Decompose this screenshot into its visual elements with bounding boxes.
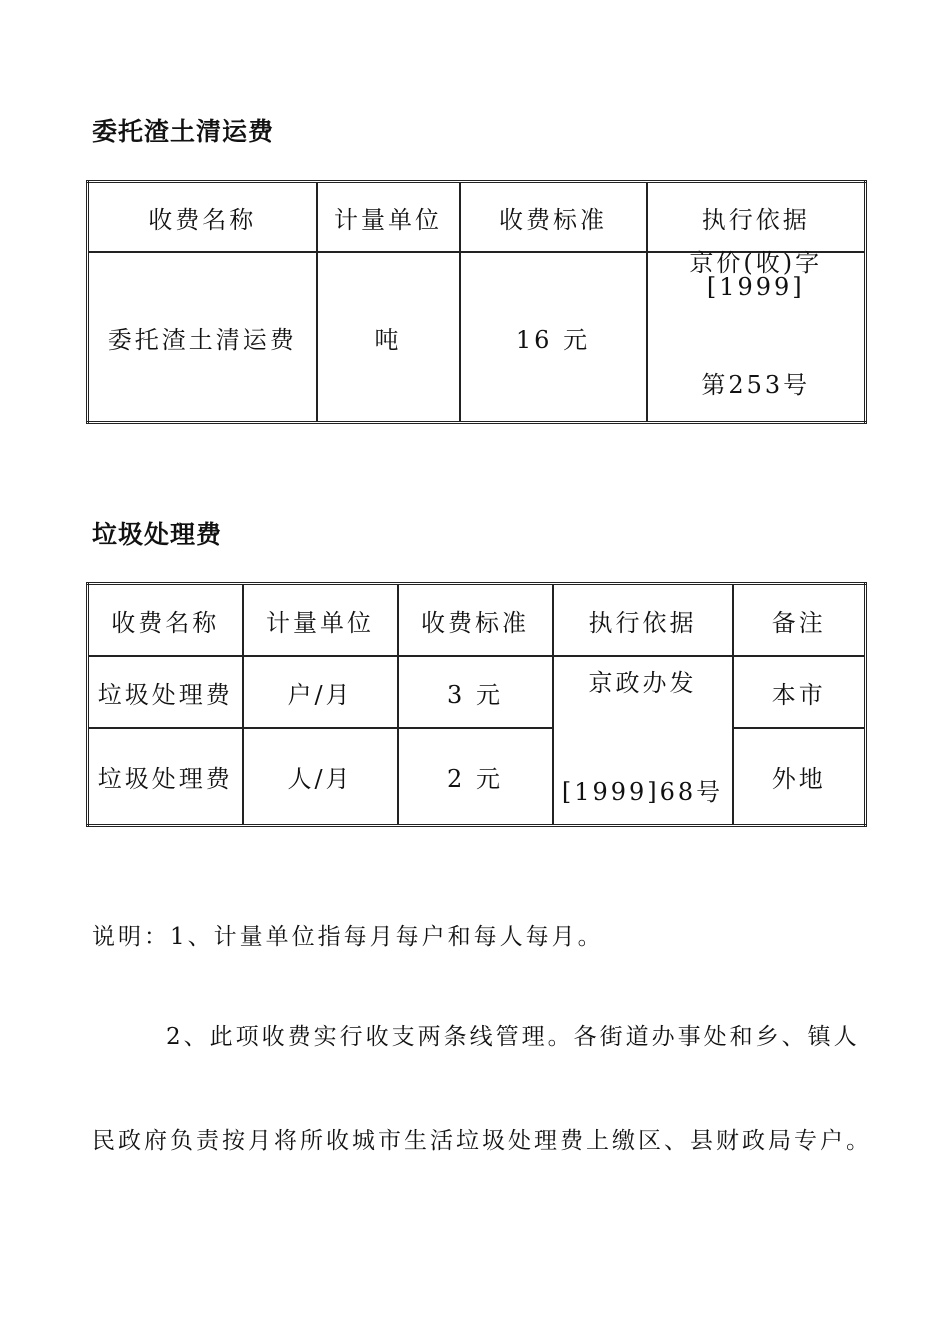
cell-unit: 吨 <box>317 252 460 423</box>
fee-table-garbage-disposal <box>86 582 867 827</box>
cell-unit: 户/月 <box>243 656 398 728</box>
basis-line2: [1999]68号 <box>561 777 724 806</box>
header-standard: 收费标准 <box>398 584 553 657</box>
section1-title: 委托渣土清运费 <box>92 117 275 146</box>
cell-unit: 人/月 <box>243 728 398 826</box>
note-line3: 民政府负责按月将所收城市生活垃圾处理费上缴区、县财政局专户。 <box>92 1128 872 1154</box>
table-row <box>88 252 866 423</box>
table-header-row <box>88 182 866 253</box>
fee-table-muck-transport <box>86 180 867 424</box>
cell-remark: 本市 <box>733 656 866 728</box>
cell-standard: 3 元 <box>398 656 553 728</box>
header-basis: 执行依据 <box>553 584 733 657</box>
table-row <box>88 728 866 826</box>
cell-fee-name: 垃圾处理费 <box>88 728 243 826</box>
basis-line2: 第253号 <box>701 371 811 399</box>
cell-standard: 16 元 <box>460 252 647 423</box>
table-header-row <box>88 584 866 657</box>
basis-line1: 京政办发 <box>588 668 697 697</box>
cell-fee-name: 委托渣土清运费 <box>88 252 317 423</box>
header-remark: 备注 <box>733 584 866 657</box>
cell-remark: 外地 <box>733 728 866 826</box>
cell-fee-name: 垃圾处理费 <box>88 656 243 728</box>
header-fee-name: 收费名称 <box>88 584 243 657</box>
cell-standard: 2 元 <box>398 728 553 826</box>
header-unit: 计量单位 <box>317 182 460 253</box>
header-unit: 计量单位 <box>243 584 398 657</box>
note-line1: 说明：1、计量单位指每月每户和每人每月。 <box>92 924 604 950</box>
cell-basis <box>647 249 866 423</box>
cell-basis <box>553 656 733 826</box>
header-fee-name: 收费名称 <box>88 182 317 253</box>
table-row <box>88 656 866 728</box>
header-basis: 执行依据 <box>647 182 866 253</box>
note-line2: 2、此项收费实行收支两条线管理。各街道办事处和乡、镇人 <box>166 1024 860 1050</box>
header-standard: 收费标准 <box>460 182 647 253</box>
section2-title: 垃圾处理费 <box>92 520 223 549</box>
basis-line1: 京价(收)字[1999] <box>689 249 823 301</box>
